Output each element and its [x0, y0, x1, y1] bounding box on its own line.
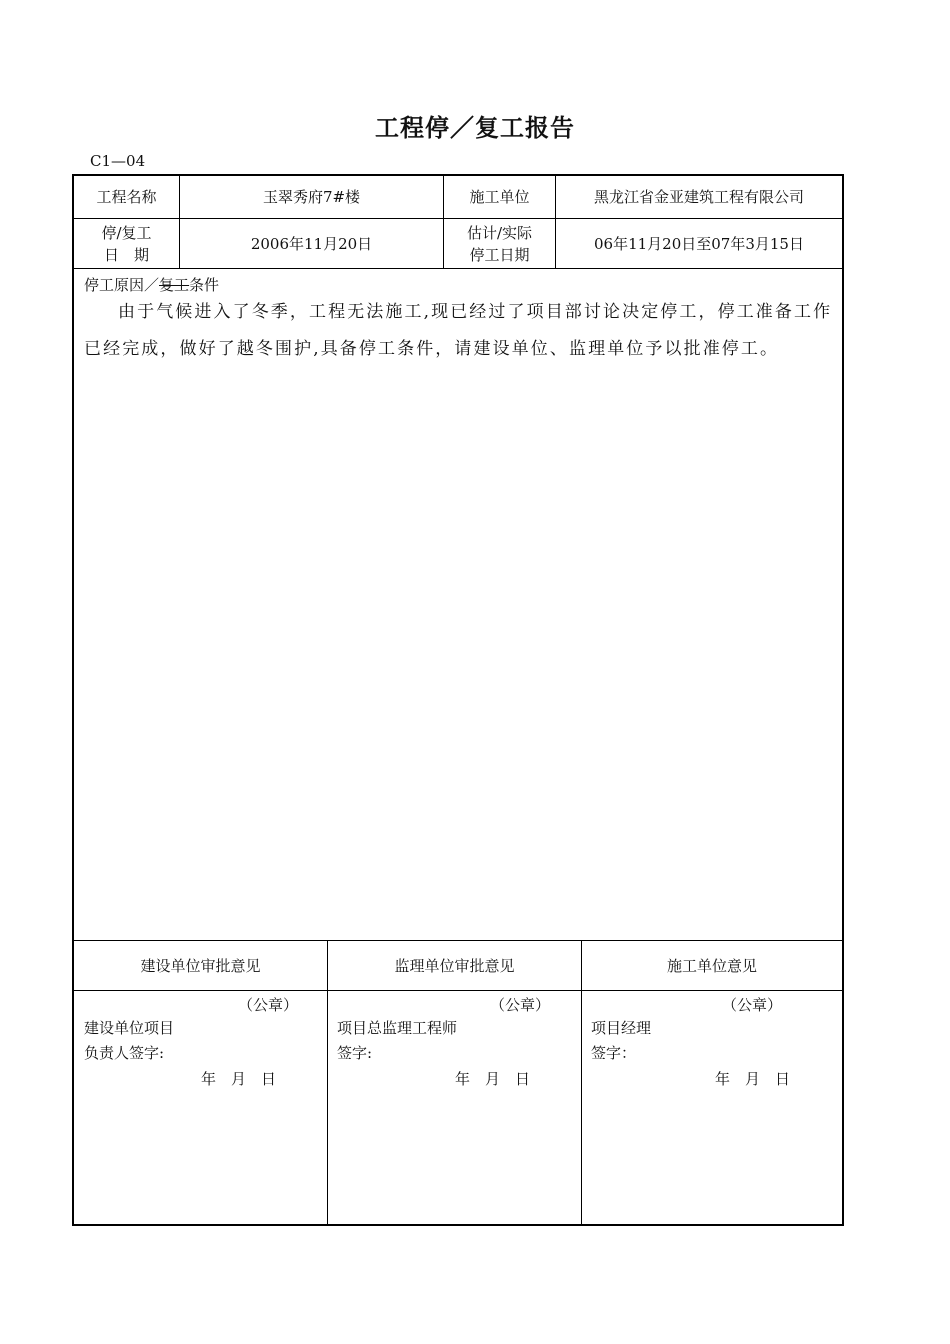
project-name-label: 工程名称	[96, 188, 157, 206]
contractor-signature-line1: 项目经理	[591, 1019, 652, 1037]
contractor-date: 年 月 日	[715, 1070, 791, 1088]
estimated-date-label	[444, 219, 555, 268]
contractor-label: 施工单位	[469, 188, 530, 206]
supervisor-seal: （公章）	[490, 996, 551, 1014]
reason-label-prefix: 停工原因／	[84, 276, 160, 294]
row-divider	[74, 990, 842, 991]
owner-signature-line2: 负责人签字:	[84, 1044, 165, 1062]
reason-label	[84, 274, 219, 295]
reason-label-struck: 复工	[159, 276, 190, 294]
stop-resume-date-label-line2: 日 期	[103, 245, 149, 264]
project-name-value: 玉翠秀府7#楼	[262, 188, 361, 206]
report-form-table	[72, 174, 844, 1226]
document-title: 工程停／复工报告	[375, 114, 575, 142]
contractor-value: 黑龙江省金亚建筑工程有限公司	[593, 188, 804, 206]
estimated-date-label-line2: 停工日期	[469, 245, 530, 264]
reason-text: 由于气候进入了冬季，工程无法施工,现已经过了项目部讨论决定停工，停工准备工作已经完成，做好了越冬围护,具备停工条件，请建设单位、监理单位予以批准停工。	[84, 302, 833, 359]
estimated-date-value: 06年11月20日至07年3月15日	[594, 234, 804, 253]
supervisor-signature-line2: 签字:	[337, 1044, 373, 1062]
contractor-seal: （公章）	[722, 996, 783, 1014]
stop-resume-date-value: 2006年11月20日	[250, 234, 373, 253]
contractor-signature-line2: 签字：	[591, 1044, 637, 1062]
owner-date: 年 月 日	[201, 1070, 277, 1088]
estimated-date-label-line1: 估计/实际	[466, 223, 533, 242]
owner-seal: （公章）	[238, 996, 299, 1014]
supervisor-date: 年 月 日	[455, 1070, 531, 1088]
form-code: C1—04	[90, 152, 146, 170]
supervisor-approval-heading: 监理单位审批意见	[394, 956, 515, 975]
row-divider	[74, 268, 842, 269]
owner-approval-heading: 建设单位审批意见	[140, 956, 261, 975]
supervisor-signature-line1: 项目总监理工程师	[337, 1019, 458, 1037]
reason-label-suffix: 条件	[189, 276, 220, 294]
stop-resume-date-label	[74, 219, 179, 268]
contractor-opinion-heading: 施工单位意见	[666, 956, 757, 975]
stop-resume-date-label-line1: 停/复工	[101, 223, 152, 242]
owner-signature-line1: 建设单位项目	[84, 1019, 175, 1037]
